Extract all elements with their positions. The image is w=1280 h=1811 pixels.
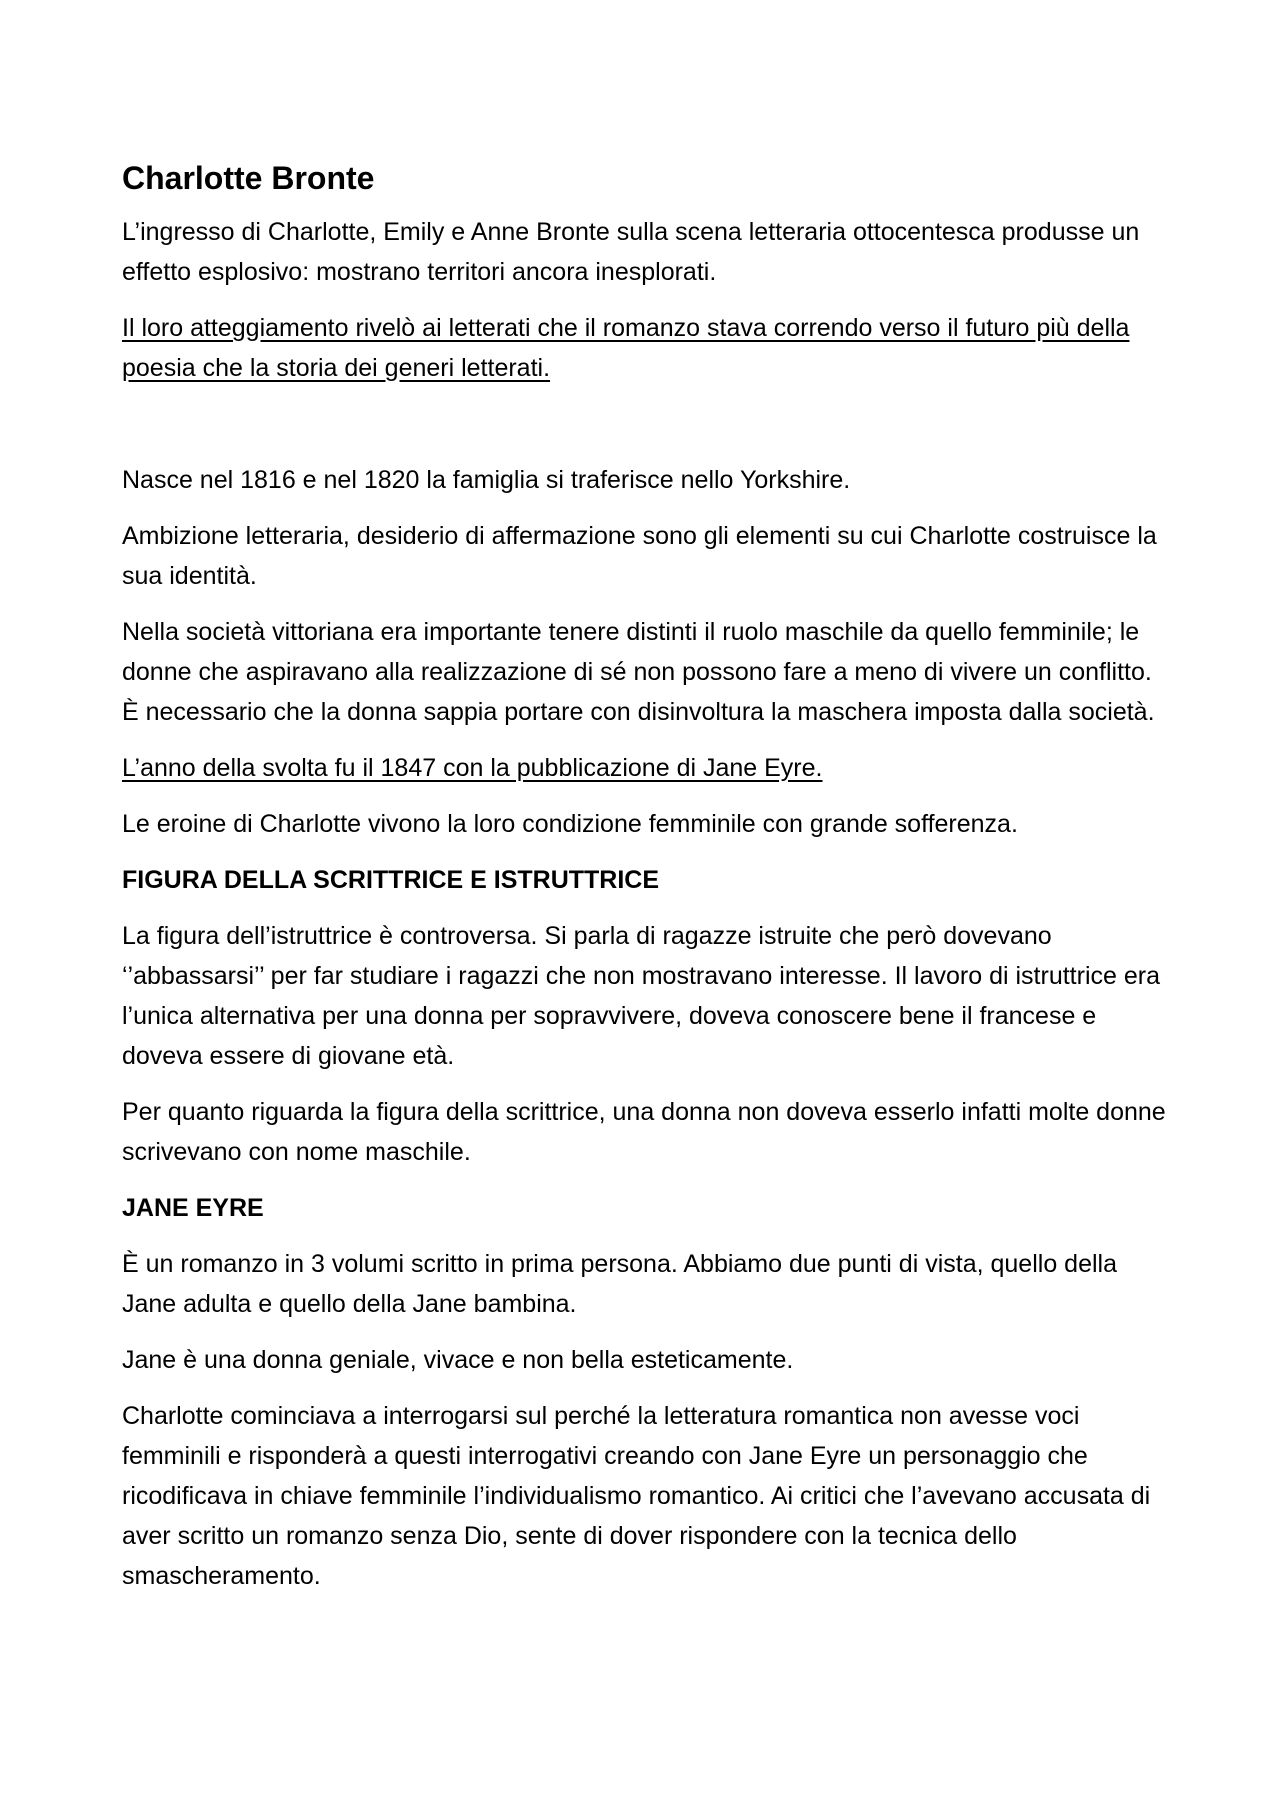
jane-eyre-paragraph-character: Jane è una donna geniale, vivace e non bella esteticamente. bbox=[122, 1346, 794, 1374]
document-page bbox=[122, 152, 1172, 1612]
bio-paragraph-ambition: Ambizione letteraria, desiderio di affermazione sono gli elementi su cui Charlotte costruisce la sua identità. bbox=[122, 522, 1157, 590]
bio-paragraph-heroines: Le eroine di Charlotte vivono la loro condizione femminile con grande sofferenza. bbox=[122, 810, 1018, 838]
section-heading-jane-eyre: JANE EYRE bbox=[122, 1194, 264, 1222]
bio-paragraph-birth: Nasce nel 1816 e nel 1820 la famiglia si traferisce nello Yorkshire. bbox=[122, 466, 851, 494]
intro-underlined-paragraph: Il loro atteggiamento rivelò ai letterati che il romanzo stava correndo verso il futuro più della poesia che la storia dei generi letterati. bbox=[122, 314, 1130, 382]
jane-eyre-paragraph-romanticism: Charlotte cominciava a interrogarsi sul perché la letteratura romantica non avesse voci femminili e risponderà a questi interrogativi creando con Jane Eyre un personaggio che ricodificava in chiave femminile l’individualismo romantico. Ai critici che l’avevano accusata di aver scritto un romanzo senza Dio, sente di dover rispondere con la tecnica dello smascheramento. bbox=[122, 1402, 1151, 1590]
writer-paragraph: Per quanto riguarda la figura della scrittrice, una donna non doveva esserlo infatti molte donne scrivevano con nome maschile. bbox=[122, 1098, 1166, 1166]
jane-eyre-paragraph-volumes: È un romanzo in 3 volumi scritto in prima persona. Abbiamo due punti di vista, quello della Jane adulta e quello della Jane bambina. bbox=[122, 1250, 1117, 1318]
paragraph-spacer bbox=[122, 404, 1172, 460]
governess-paragraph: La figura dell’istruttrice è controversa. Si parla di ragazze istruite che però dovevano ‘’abbassarsi’’ per far studiare i ragazzi che non mostravano interesse. Il lavoro di istruttrice era l’unica alternativa per una donna per sopravvivere, doveva conoscere bene il francese e doveva essere di giovane età. bbox=[122, 922, 1160, 1070]
bio-paragraph-turning-point: L’anno della svolta fu il 1847 con la pubblicazione di Jane Eyre. bbox=[122, 754, 823, 782]
bio-paragraph-society: Nella società vittoriana era importante tenere distinti il ruolo maschile da quello femminile; le donne che aspiravano alla realizzazione di sé non possono fare a meno di vivere un conflitto. È necessario che la donna sappia portare con disinvoltura la maschera imposta dalla società. bbox=[122, 618, 1155, 726]
document-title: Charlotte Bronte bbox=[122, 160, 375, 196]
section-heading-writer-governess: FIGURA DELLA SCRITTRICE E ISTRUTTRICE bbox=[122, 866, 660, 894]
intro-paragraph: L’ingresso di Charlotte, Emily e Anne Bronte sulla scena letteraria ottocentesca produsse un effetto esplosivo: mostrano territori ancora inesplorati. bbox=[122, 218, 1140, 286]
